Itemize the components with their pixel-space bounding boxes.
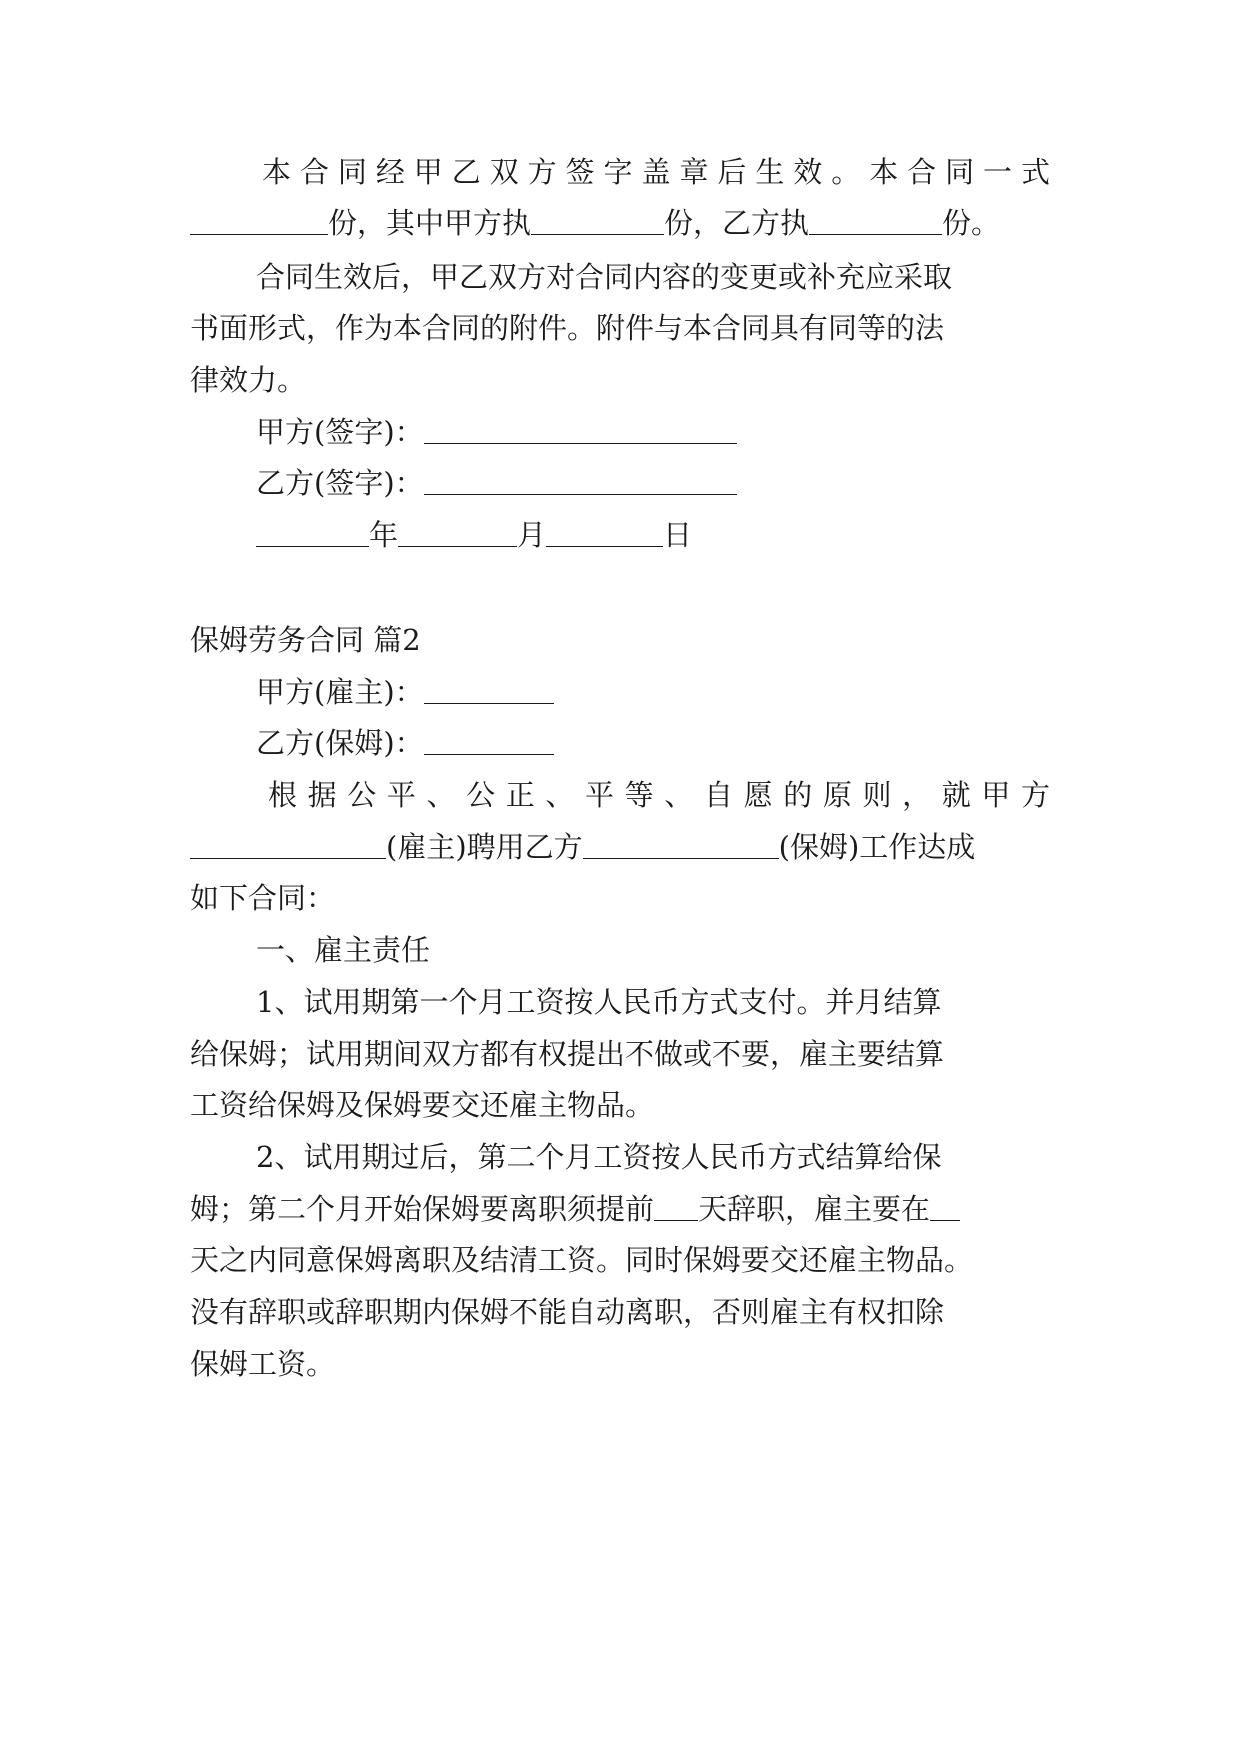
intro-line-2 — [190, 827, 1050, 867]
item-1-text-1: 1、试用期第一个月工资按人民币方式支付。并月结算 — [256, 985, 942, 1019]
intro-text-3: 如下合同： — [190, 881, 336, 915]
copies-end-text: 份。 — [942, 206, 1001, 240]
party-b-signature-line — [256, 463, 1050, 503]
employer-blank — [424, 697, 554, 704]
heading-employer-duties — [256, 930, 1050, 970]
copies-total-blank — [190, 228, 328, 235]
heading-employer-duties-text: 一、雇主责任 — [256, 933, 431, 967]
party-b-signature-blank — [424, 488, 737, 495]
day-label: 日 — [663, 518, 693, 552]
date-line — [256, 515, 1050, 555]
item-2-text-1: 2、试用期过后，第二个月工资按人民币方式结算给保 — [256, 1140, 942, 1174]
intro-line-1 — [268, 775, 1050, 815]
amend-clause-line-1 — [256, 257, 1050, 297]
amend-clause-text-3: 律效力。 — [190, 363, 307, 397]
intro-employer-text: (雇主)聘用乙方 — [386, 830, 583, 864]
month-label: 月 — [517, 518, 547, 552]
item-1-line-3 — [190, 1085, 1050, 1125]
copies-party-a-text: 份，其中甲方执 — [328, 206, 532, 240]
nanny-blank — [424, 748, 554, 755]
nanny-label: 乙方(保姆)： — [256, 726, 424, 760]
effect-clause-text: 本合同经甲乙双方签字盖章后生效。本合同一式 — [262, 155, 1050, 189]
item-2-line-4 — [190, 1292, 1050, 1332]
item-1-text-3: 工资给保姆及保姆要交还雇主物品。 — [190, 1088, 655, 1122]
nanny-name-blank — [583, 852, 779, 859]
section-2-title: 保姆劳务合同 篇2 — [190, 623, 421, 657]
amend-clause-text-2: 书面形式，作为本合同的附件。附件与本合同具有同等的法 — [190, 311, 945, 345]
intro-line-3 — [190, 878, 1050, 918]
item-2-line-5 — [190, 1344, 1050, 1384]
item-2-text-2b: 天辞职，雇主要在 — [698, 1192, 931, 1226]
copies-party-a-blank — [531, 228, 664, 235]
item-2-text-4: 没有辞职或辞职期内保姆不能自动离职，否则雇主有权扣除 — [190, 1295, 945, 1329]
effect-clause-line-1 — [262, 152, 1050, 192]
employer-label: 甲方(雇主)： — [256, 675, 424, 709]
day-blank — [546, 540, 663, 547]
employer-line — [256, 672, 1050, 712]
copies-clause-line — [190, 203, 1050, 243]
amend-clause-line-2 — [190, 308, 1050, 348]
party-b-signature-label: 乙方(签字)： — [256, 466, 424, 500]
party-a-signature-label: 甲方(签字)： — [256, 415, 424, 449]
intro-nanny-text: (保姆)工作达成 — [778, 830, 976, 864]
month-blank — [398, 540, 517, 547]
party-a-signature-line — [256, 412, 1050, 452]
year-label: 年 — [369, 518, 399, 552]
nanny-line — [256, 723, 1050, 763]
item-2-line-3 — [190, 1240, 1050, 1280]
copies-party-b-blank — [809, 228, 942, 235]
approval-days-blank — [930, 1214, 960, 1221]
notice-days-blank — [654, 1214, 698, 1221]
party-a-signature-blank — [424, 437, 737, 444]
item-2-text-5: 保姆工资。 — [190, 1347, 336, 1381]
item-2-line-1 — [256, 1137, 1050, 1177]
year-blank — [256, 540, 369, 547]
amend-clause-line-3 — [190, 360, 1050, 400]
item-2-text-3: 天之内同意保姆离职及结清工资。同时保姆要交还雇主物品。 — [190, 1243, 974, 1277]
item-1-line-2 — [190, 1034, 1050, 1074]
item-2-line-2 — [190, 1189, 1050, 1229]
item-1-line-1 — [256, 982, 1050, 1022]
item-2-text-2a: 姆；第二个月开始保姆要离职须提前 — [190, 1192, 655, 1226]
intro-text-1: 根据公平、公正、平等、自愿的原则，就甲方 — [268, 778, 1050, 812]
section-2-title-line — [190, 620, 1050, 660]
employer-name-blank — [190, 852, 386, 859]
amend-clause-text-1: 合同生效后，甲乙双方对合同内容的变更或补充应采取 — [256, 260, 953, 294]
copies-party-b-text: 份，乙方执 — [664, 206, 810, 240]
item-1-text-2: 给保姆；试用期间双方都有权提出不做或不要，雇主要结算 — [190, 1037, 945, 1071]
